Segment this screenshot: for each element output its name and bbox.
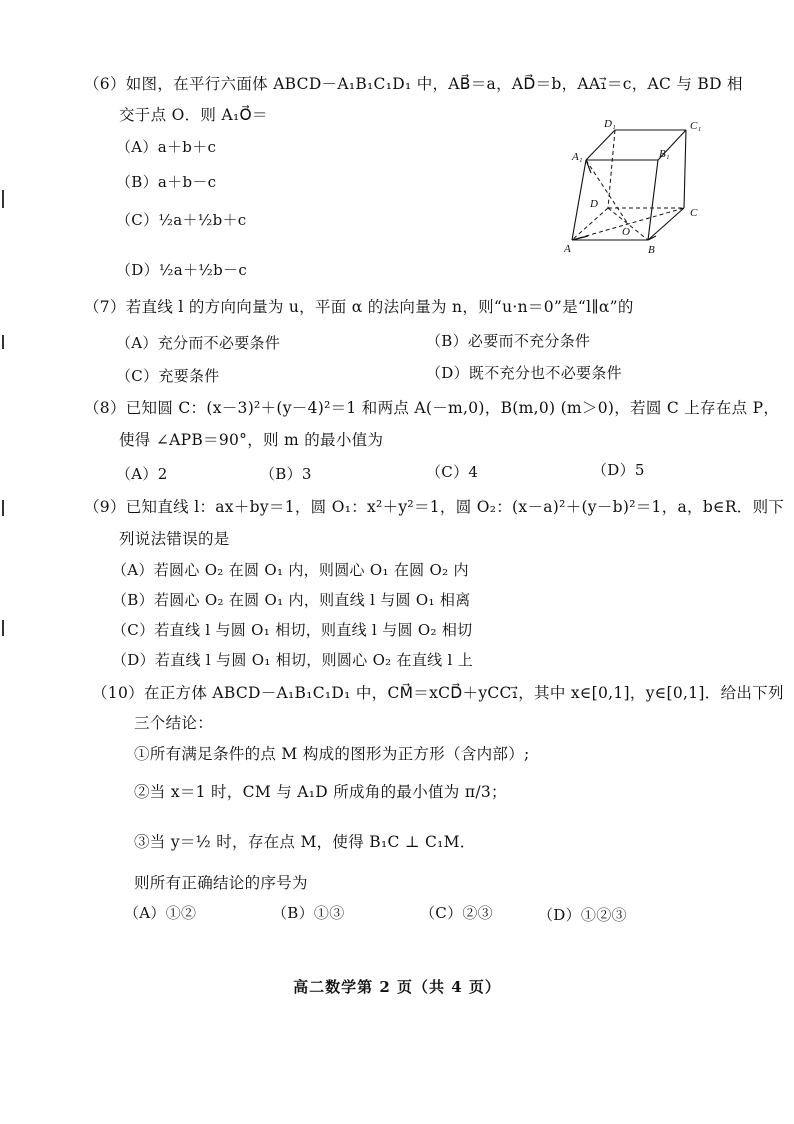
label-d1: D₁ (604, 118, 616, 130)
q10-stem-line1: （10）在正方体 ABCD－A₁B₁C₁D₁ 中，CM⃗＝xCD⃗＋yCC₁⃗，其中 x∈[0,1]，y∈[0,1]．给出下列 (92, 684, 784, 702)
q7-option-a: （A）充分而不必要条件 (116, 334, 281, 352)
label-a: A (564, 243, 571, 255)
q9-stem-line1: （9）已知直线 l：ax＋by＝1，圆 O₁：x²＋y²＝1，圆 O₂：(x－a)²＋(y－b)²＝1，a，b∈R．则下 (84, 498, 785, 516)
label-a1: A₁ (572, 151, 583, 163)
label-b1: B₁ (659, 148, 670, 160)
q6-option-d: （D）½a＋½b－c (116, 261, 248, 279)
q10-statement-1: ①所有满足条件的点 M 构成的图形为正方形（含内部）; (134, 745, 530, 763)
q8-option-c: （C）4 (426, 463, 479, 481)
q8-option-a: （A）2 (116, 465, 168, 483)
q6-option-b: （B）a＋b－c (116, 173, 217, 191)
q10-ask: 则所有正确结论的序号为 (134, 874, 308, 892)
binding-mark (2, 335, 4, 349)
label-c: C (690, 207, 698, 219)
binding-mark (2, 190, 4, 208)
page-footer: 高二数学第 2 页（共 4 页） (293, 978, 501, 996)
q9-option-d: （D）若直线 l 与圆 O₁ 相切，则圆心 O₂ 在直线 l 上 (112, 651, 473, 669)
q10-statement-3: ③当 y＝½ 时，存在点 M，使得 B₁C ⊥ C₁M． (134, 833, 476, 851)
q10-option-c: （C）②③ (420, 904, 493, 922)
q6-option-a: （A）a＋b＋c (116, 138, 217, 156)
q9-option-c: （C）若直线 l 与圆 O₁ 相切，则直线 l 与圆 O₂ 相切 (112, 621, 473, 639)
binding-mark (2, 620, 4, 636)
q7-stem: （7）若直线 l 的方向向量为 u，平面 α 的法向量为 n，则“u·n＝0”是“l∥α”的 (84, 298, 634, 316)
q7-option-d: （D）既不充分也不必要条件 (426, 364, 622, 382)
q7-option-c: （C）充要条件 (116, 367, 220, 385)
q10-option-b: （B）①③ (272, 904, 345, 922)
q10-stem-line2: 三个结论： (134, 714, 214, 732)
q8-stem-line1: （8）已知圆 C：(x－3)²＋(y－4)²＝1 和两点 A(－m,0)，B(m,0) (m＞0)，若圆 C 上存在点 P， (84, 399, 780, 417)
q7-option-b: （B）必要而不充分条件 (426, 332, 591, 350)
parallelepiped-figure (560, 115, 710, 260)
label-d: D (590, 198, 598, 210)
q10-option-d: （D）①②③ (538, 906, 627, 924)
q6-stem-line1: （6）如图，在平行六面体 ABCD－A₁B₁C₁D₁ 中，AB⃗＝a，AD⃗＝b，AA₁⃗＝c，AC 与 BD 相 (84, 75, 743, 93)
q10-option-a: （A）①② (124, 904, 197, 922)
binding-mark (2, 500, 4, 516)
q9-option-a: （A）若圆心 O₂ 在圆 O₁ 内，则圆心 O₁ 在圆 O₂ 内 (112, 561, 469, 579)
label-o: O (622, 226, 630, 238)
q10-statement-2: ②当 x＝1 时，CM 与 A₁D 所成角的最小值为 π/3； (134, 783, 507, 801)
q8-option-b: （B）3 (260, 465, 312, 483)
q6-option-c: （C）½a＋½b＋c (116, 211, 247, 229)
q9-option-b: （B）若圆心 O₂ 在圆 O₁ 内，则直线 l 与圆 O₁ 相离 (112, 591, 471, 609)
label-c1: C₁ (690, 120, 702, 132)
label-b: B (648, 244, 655, 256)
q9-stem-line2: 列说法错误的是 (119, 530, 230, 548)
q8-stem-line2: 使得 ∠APB＝90°，则 m 的最小值为 (119, 431, 384, 449)
q8-option-d: （D）5 (592, 461, 645, 479)
q6-stem-line2: 交于点 O．则 A₁O⃗＝ (119, 106, 268, 124)
